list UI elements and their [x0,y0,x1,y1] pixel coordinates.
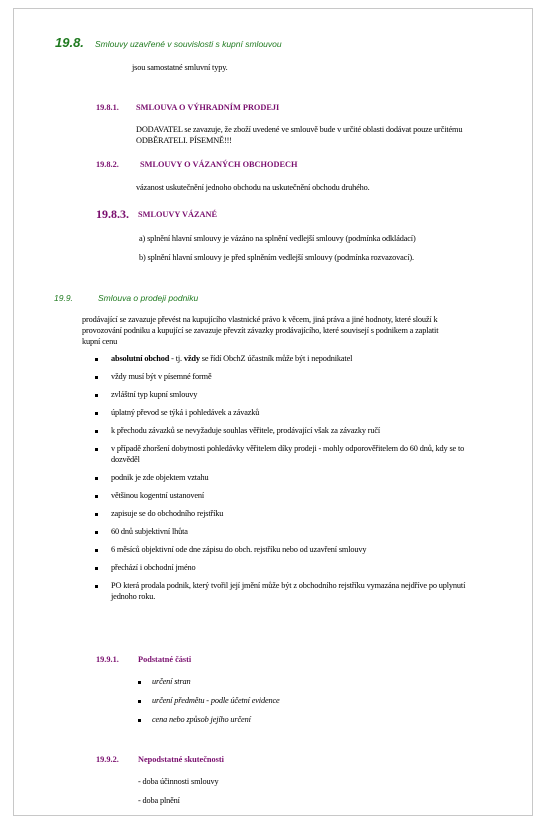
list-item-cont: jednoho roku. [111,592,156,601]
bullet-icon [95,567,98,570]
bullet-icon [95,513,98,516]
section-19-8-3-item-b: b) splnění hlavní smlouvy je před splněním vedlejší smlouvy (podmínka rozvazovací). [139,253,414,262]
list-item: určení předmětu - podle účetní evidence [152,696,280,705]
bullet-icon [138,681,141,684]
list-item: podnik je zde objektem vztahu [111,473,209,482]
list-item: PO která prodala podnik, který tvořil její jmění může být z obchodního rejstříku vymazána nejdříve po uplynutí [111,581,466,590]
section-19-9-1-title: Podstatné části [138,655,192,664]
bullet-icon [138,700,141,703]
section-19-8-3-number: 19.8.3. [96,207,129,221]
bullet-icon [95,358,98,361]
section-19-8-3-title: SMLOUVY VÁZANÉ [138,210,218,219]
section-19-8-2-text: vázanost uskutečnění jednoho obchodu na uskutečnění obchodu druhého. [136,183,370,192]
section-19-8-3-item-a: a) splnění hlavní smlouvy je vázáno na splnění vedlejší smlouvy (podmínka odkládací) [139,234,416,243]
list-item: 6 měsíců objektivní ode dne zápisu do obch. rejstříku nebo od uzavření smlouvy [111,545,367,554]
bullet-icon [95,430,98,433]
bullet-icon [95,394,98,397]
section-19-8-1-title: SMLOUVA O VÝHRADNÍM PRODEJI [136,103,280,112]
list-item-cont: dozvěděl [111,455,140,464]
section-19-9-title: Smlouva o prodeji podniku [98,293,199,303]
list-item: - doba plnění [138,796,180,805]
document-page [13,8,533,816]
list-item: 60 dnů subjektivní lhůta [111,527,188,536]
section-19-8-1-number: 19.8.1. [96,103,119,112]
list-item-text: - tj. [169,354,184,363]
section-19-8-title: Smlouvy uzavřené v souvislosti s kupní smlouvou [95,39,282,49]
section-19-9-number: 19.9. [54,293,73,303]
bullet-icon [95,495,98,498]
section-19-9-intro-cont: provozování podniku a kupující se zavazuje převzít závazky prodávajícího, které souvisejí s podnikem a zaplatit [82,326,439,335]
list-item: - doba účinnosti smlouvy [138,777,219,786]
bullet-icon [95,448,98,451]
section-19-9-1-number: 19.9.1. [96,655,119,664]
list-item: k přechodu závazků se nevyžaduje souhlas věřitele, prodávající však za závazky ručí [111,426,381,435]
list-item: přechází i obchodní jméno [111,563,196,572]
section-19-9-2-number: 19.9.2. [96,755,119,764]
bullet-icon [138,719,141,722]
section-19-8-1-text: DODAVATEL se zavazuje, že zboží uvedené ve smlouvě bude v určité oblasti dodávat pouze určitému [136,125,463,134]
section-19-8-number: 19.8. [55,35,84,50]
section-19-9-2-title: Nepodstatné skutečnosti [138,755,224,764]
bullet-icon [95,585,98,588]
bullet-icon [95,549,98,552]
section-19-9-intro-cont2: kupní cenu [82,337,118,346]
list-item-text: se řídí ObchZ účastník může být i nepodnikatel [199,354,353,363]
list-item-bold: absolutní obchod [111,354,170,363]
section-19-9-intro: prodávající se zavazuje převést na kupujícího vlastnické právo k věcem, jiná práva a jiné hodnoty, které slouží k [82,315,438,324]
list-item: zvláštní typ kupní smlouvy [111,390,198,399]
list-item: úplatný převod se týká i pohledávek a závazků [111,408,260,417]
section-19-8-2-title: SMLOUVY O VÁZANÝCH OBCHODECH [140,160,298,169]
list-item: cena nebo způsob jejího určení [152,715,251,724]
section-19-8-2-number: 19.8.2. [96,160,119,169]
list-item-bold: vždy [183,354,200,363]
section-19-8-intro: jsou samostatné smluvní typy. [132,63,228,72]
list-item: určení stran [152,677,191,686]
bullet-icon [95,531,98,534]
list-item: zapisuje se do obchodního rejstříku [111,509,224,518]
bullet-icon [95,376,98,379]
bullet-icon [95,412,98,415]
list-item: v případě zhoršení dobytnosti pohledávky věřitelem díky prodeji - mohly odporověřitelem do 60 dnů, kdy se to [111,444,465,453]
list-item [111,353,352,364]
list-item: vždy musí být v písemné formě [111,372,212,381]
bullet-icon [95,477,98,480]
section-19-8-1-text-cont: ODBĚRATELI. PÍSEMNĚ!!! [136,136,232,145]
list-item: většinou kogentní ustanovení [111,491,205,500]
